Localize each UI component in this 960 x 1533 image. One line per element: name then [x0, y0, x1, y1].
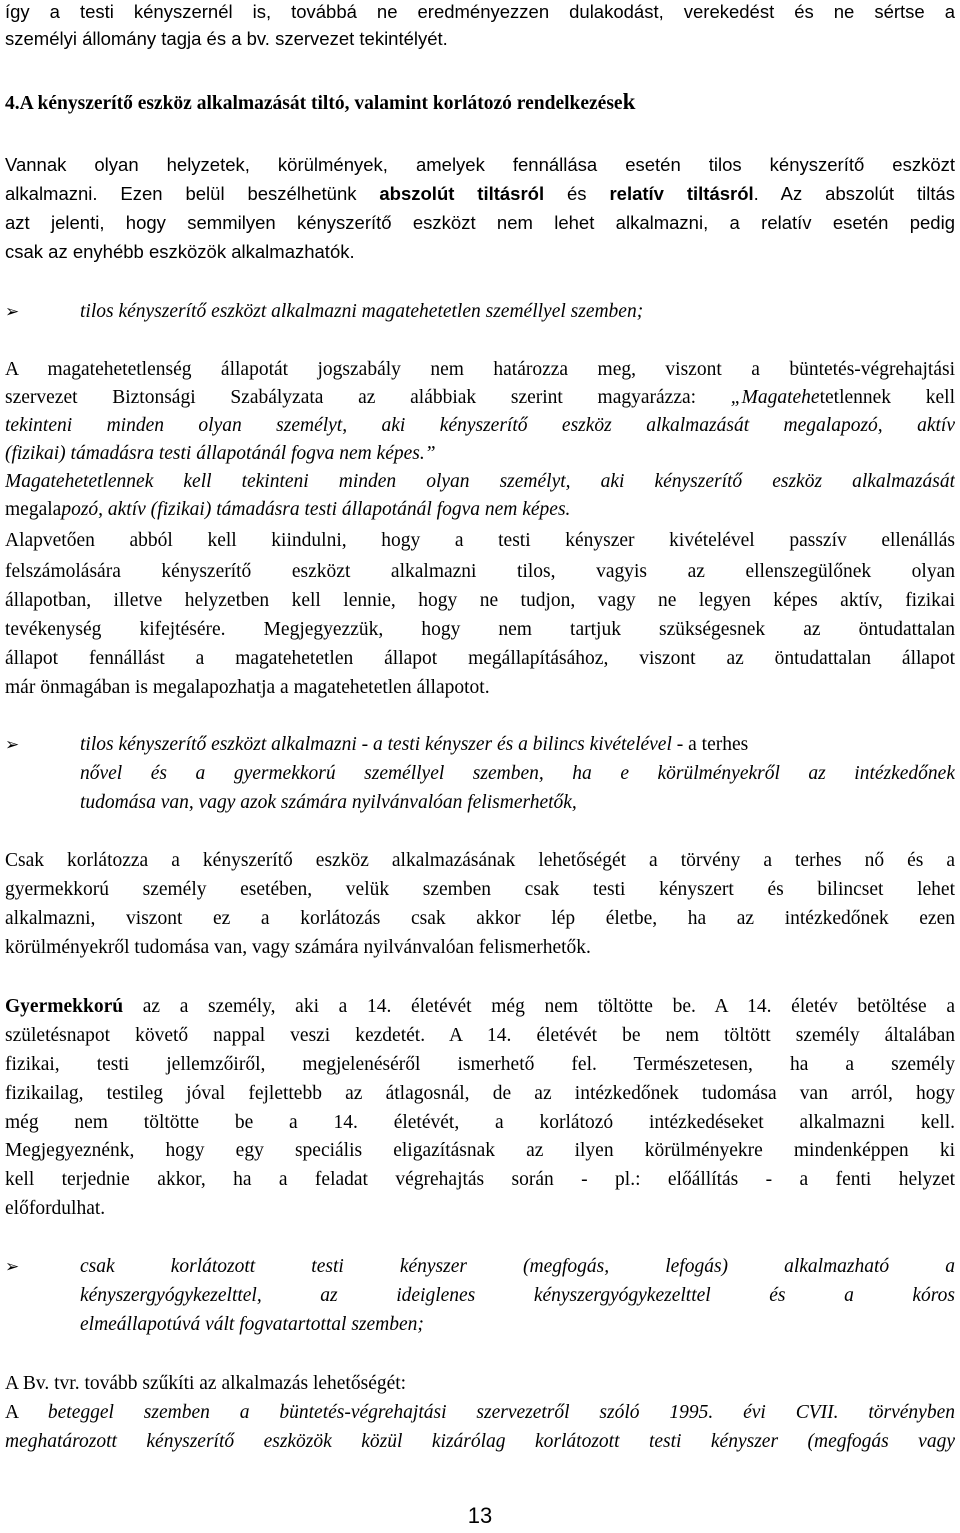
bullet-arrow-icon: ➢ — [5, 302, 20, 322]
text-line — [5, 383, 955, 413]
text-line — [5, 992, 955, 1022]
quote-start: „Magatehe — [730, 387, 820, 408]
text-line: A Bv. tvr. tovább szűkíti az alkalmazás lehetőségét: — [5, 1373, 407, 1394]
bullet-item-line: elmeállapotúvá vált fogvatartottal szemben; — [80, 1314, 424, 1335]
text-line: már önmagában is megalapozhatja a magatehetetlen állapotot. — [5, 677, 490, 698]
text-line: A magatehetetlenség állapotát jogszabály nem határozza meg, viszont a büntetés-végrehajtási — [5, 359, 955, 380]
text-line: Megjegyeznénk, hogy egy speciális eligazításnak az ilyen körülményekre mindenképpen ki — [5, 1140, 955, 1161]
text-line: fizikai, testi jellemzőiről, megjelenéséről ismerhető fel. Természetesen, ha a személy — [5, 1054, 955, 1075]
heading-text-end: k — [622, 89, 636, 114]
page-number: 13 — [467, 1503, 493, 1528]
bullet-item — [80, 730, 955, 760]
text-run: és — [544, 183, 610, 204]
text-line — [5, 495, 955, 525]
section-heading — [5, 87, 955, 117]
bullet-item-line: nővel és a gyermekkorú személlyel szemben, ha e körülményekről az intézkedőnek — [80, 763, 955, 784]
text-run: megala — [5, 499, 62, 520]
text-line: állapotban, illetve helyzetben kell lennie, hogy ne tudjon, vagy ne legyen képes aktív, fizikai — [5, 590, 955, 611]
text-run: hes — [722, 734, 749, 755]
quote-line: (fizikai) támadásra testi állapotánál fogva nem képes.” — [5, 443, 436, 464]
term-relative-ban: relatív tiltásról — [609, 183, 754, 204]
text-line: felszámolására kényszerítő eszközt alkalmazni tilos, vagyis az ellenszegülőnek olyan — [5, 561, 955, 582]
text-line: alkalmazni, viszont ez a korlátozás csak akkor lép életbe, ha az intézkedőnek ezen — [5, 908, 955, 929]
bullet-item: csak korlátozott testi kényszer (megfogás, lefogás) alkalmazható a — [80, 1256, 955, 1277]
text-line: meghatározott kényszerítő eszközök közül kizárólag korlátozott testi kényszer (megfogás vagy — [5, 1431, 955, 1452]
text-line: kell terjednie akkor, ha a feladat végrehajtás során - pl.: előállítás - a fenti helyzet — [5, 1169, 955, 1190]
text-run: - a ter — [671, 734, 723, 755]
text-line: személyi állomány tagja és a bv. szervezet tekintélyét. — [5, 28, 448, 49]
text-line: azt jelenti, hogy semmilyen kényszerítő eszközt nem lehet alkalmazni, a relatív esetén pedig — [5, 212, 955, 233]
bullet-arrow-icon: ➢ — [5, 1257, 20, 1277]
text-line: gyermekkorú személy esetében, velük szemben csak testi kényszert és bilincset lehet — [5, 879, 955, 900]
text-line — [5, 179, 955, 209]
text-line: Csak korlátozza a kényszerítő eszköz alkalmazásának lehetőségét a törvény a terhes nő és a — [5, 850, 955, 871]
text-line: fizikailag, testileg jóval fejlettebb az átlagosnál, de az intézkedőnek tudomása van arról, hogy — [5, 1083, 955, 1104]
text-line: Vannak olyan helyzetek, körülmények, amelyek fennállása esetén tilos kényszerítő eszközt — [5, 154, 955, 175]
term-absolute-ban: abszolút tiltásról — [379, 183, 545, 204]
text-run: alkalmazni. Ezen belül beszélhetünk — [5, 183, 380, 204]
text-run: szervezet Biztonsági Szabályzata az alábbiak szerint magyarázza: — [5, 387, 731, 408]
text-line: állapot fennállást a magatehetetlen állapot megállapításához, viszont az öntudattalan állapot — [5, 648, 955, 669]
text-line: előfordulhat. — [5, 1198, 106, 1219]
text-run: beteggel szemben a büntetés-végrehajtási szervezetről szóló 1995. évi CVII. törvényben — [47, 1402, 955, 1423]
bullet-item: tilos kényszerítő eszközt alkalmazni magatehetetlen személlyel szemben; — [80, 301, 644, 322]
bullet-item-line: kényszergyógykezelttel, az ideiglenes kényszergyógykezelttel és a kóros — [80, 1285, 955, 1306]
text-run: tetlennek kell — [819, 387, 955, 408]
term-child: Gyermekkorú — [5, 996, 124, 1017]
text-line: születésnapot követő nappal veszi kezdetét. A 14. életévét be nem töltött személy általában — [5, 1025, 955, 1046]
text-line: körülményekről tudomása van, vagy számára nyilvánvalóan felismerhetők. — [5, 937, 591, 958]
heading-text: 4.A kényszerítő eszköz alkalmazását tiltó, valamint korlátozó rendelkezése — [5, 93, 623, 114]
text-line: így a testi kényszernél is, továbbá ne eredményezzen dulakodást, verekedést és ne sértse a — [5, 1, 955, 22]
text-run: tilos kényszerítő eszközt alkalmazni - a testi kényszer és a bilincs kivételével — [80, 734, 672, 755]
text-run: pozó, aktív (fizikai) támadásra testi állapotánál fogva nem képes. — [61, 499, 571, 520]
text-run: A — [5, 1402, 48, 1423]
text-line: még nem töltötte be a 14. életévét, a korlátozó intézkedéseket alkalmazni kell. — [5, 1112, 955, 1133]
text-run: . Az abszolút tiltás — [753, 183, 955, 204]
text-line — [5, 1398, 955, 1428]
text-line: Alapvetően abból kell kiindulni, hogy a testi kényszer kivételével passzív ellenállás — [5, 530, 955, 551]
quote-line: tekinteni minden olyan személyt, aki kényszerítő eszköz alkalmazását megalapozó, aktív — [5, 415, 955, 436]
text-run: az a személy, aki a 14. életévét még nem töltötte be. A 14. életév betöltése a — [123, 996, 955, 1017]
text-line: csak az enyhébb eszközök alkalmazhatók. — [5, 241, 355, 262]
text-line: Magatehetetlennek kell tekinteni minden olyan személyt, aki kényszerítő eszköz alkalmazását — [5, 471, 955, 492]
bullet-item-line: tudomása van, vagy azok számára nyilvánvalóan felismerhetők, — [80, 792, 577, 813]
bullet-arrow-icon: ➢ — [5, 735, 20, 755]
text-line: tevékenység kifejtésére. Megjegyezzük, hogy nem tartjuk szükségesnek az öntudattalan — [5, 619, 955, 640]
